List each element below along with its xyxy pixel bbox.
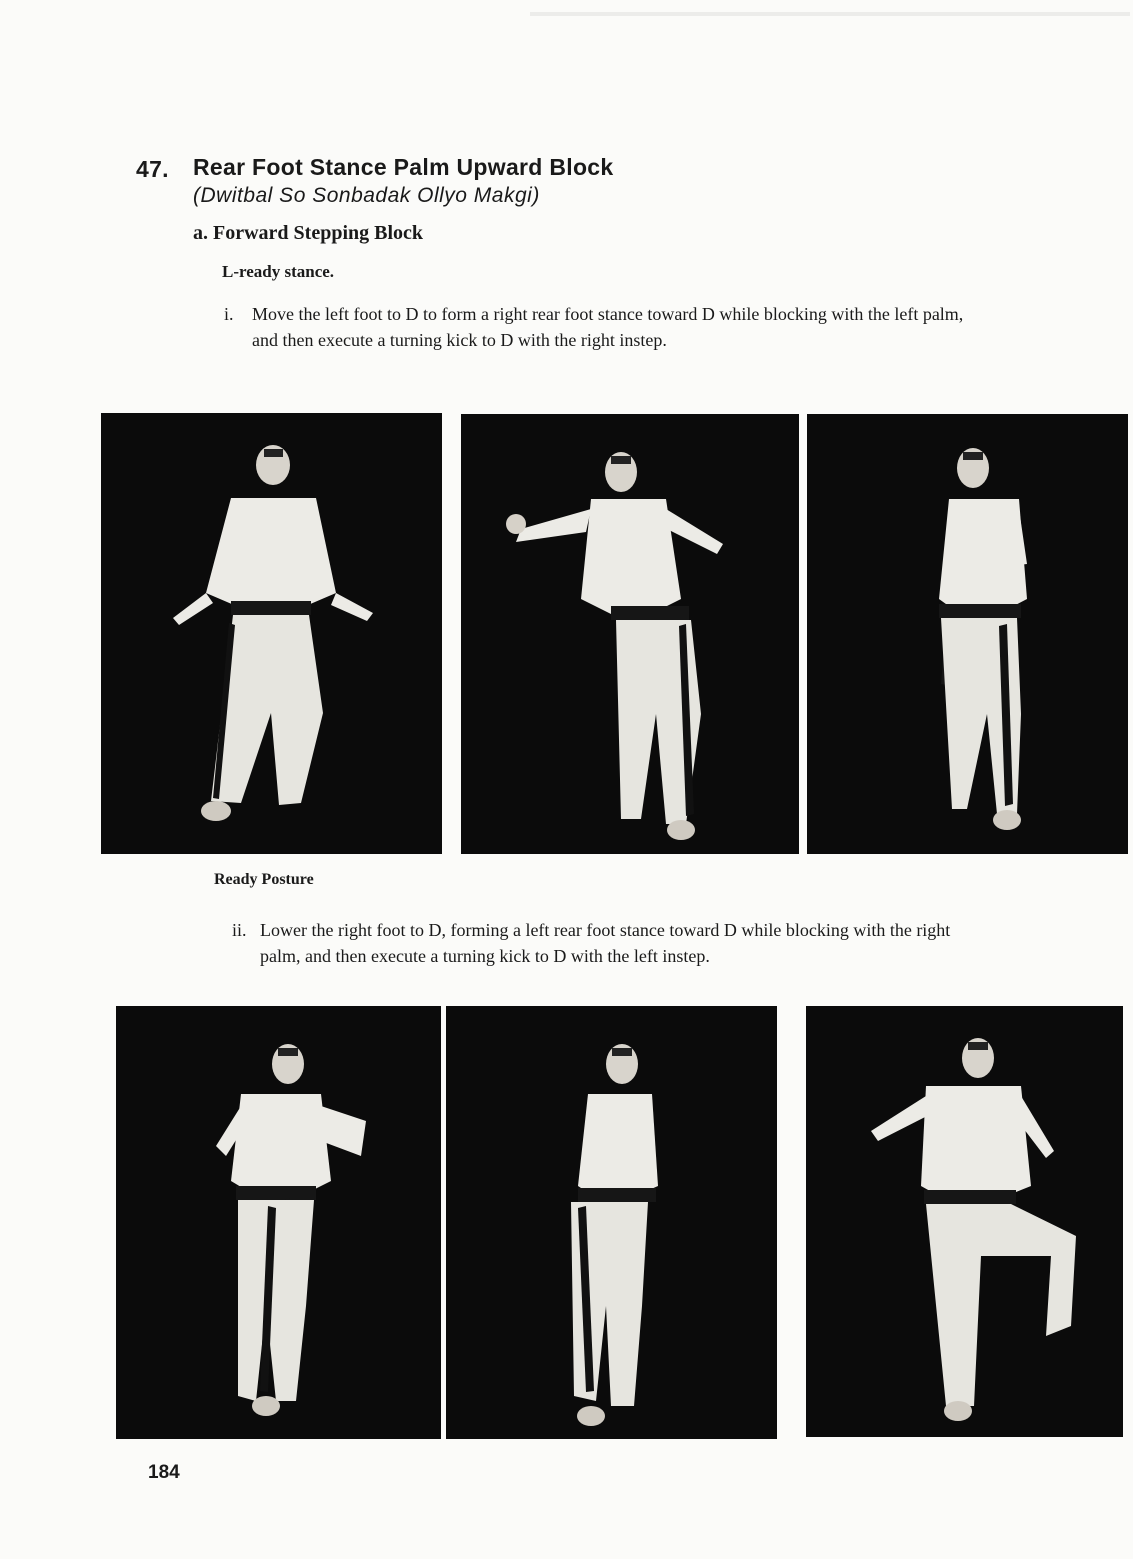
right-foot-lowered-photo xyxy=(116,1006,441,1439)
left-palm-block-photo xyxy=(461,414,799,854)
korean-subtitle: (Dwitbal So Sonbadak Ollyo Makgi) xyxy=(193,184,540,207)
page-title: Rear Foot Stance Palm Upward Block xyxy=(193,154,614,180)
step-ii xyxy=(232,917,964,969)
step-marker: ii. xyxy=(232,920,247,940)
subsection-heading: a. Forward Stepping Block xyxy=(193,222,424,244)
ready-posture-photo xyxy=(101,413,442,854)
page-number: 184 xyxy=(148,1462,180,1483)
ready-stance-label: L-ready stance. xyxy=(222,262,335,281)
turning-kick-chamber-photo xyxy=(807,414,1128,854)
left-turning-kick-photo xyxy=(806,1006,1123,1437)
step-text: Lower the right foot to D, forming a left rear foot stance toward D while blocking with the right palm, and then execute a turning kick to D with the left instep. xyxy=(260,920,951,966)
section-number: 47. xyxy=(136,156,169,182)
scan-edge-line xyxy=(530,12,1130,16)
photo-caption: Ready Posture xyxy=(214,871,314,888)
step-marker: i. xyxy=(224,304,234,324)
step-i xyxy=(224,301,964,353)
step-text: Move the left foot to D to form a right rear foot stance toward D while blocking with the left palm, and then execute a turning kick to D with the right instep. xyxy=(252,304,964,350)
right-palm-block-photo xyxy=(446,1006,777,1439)
